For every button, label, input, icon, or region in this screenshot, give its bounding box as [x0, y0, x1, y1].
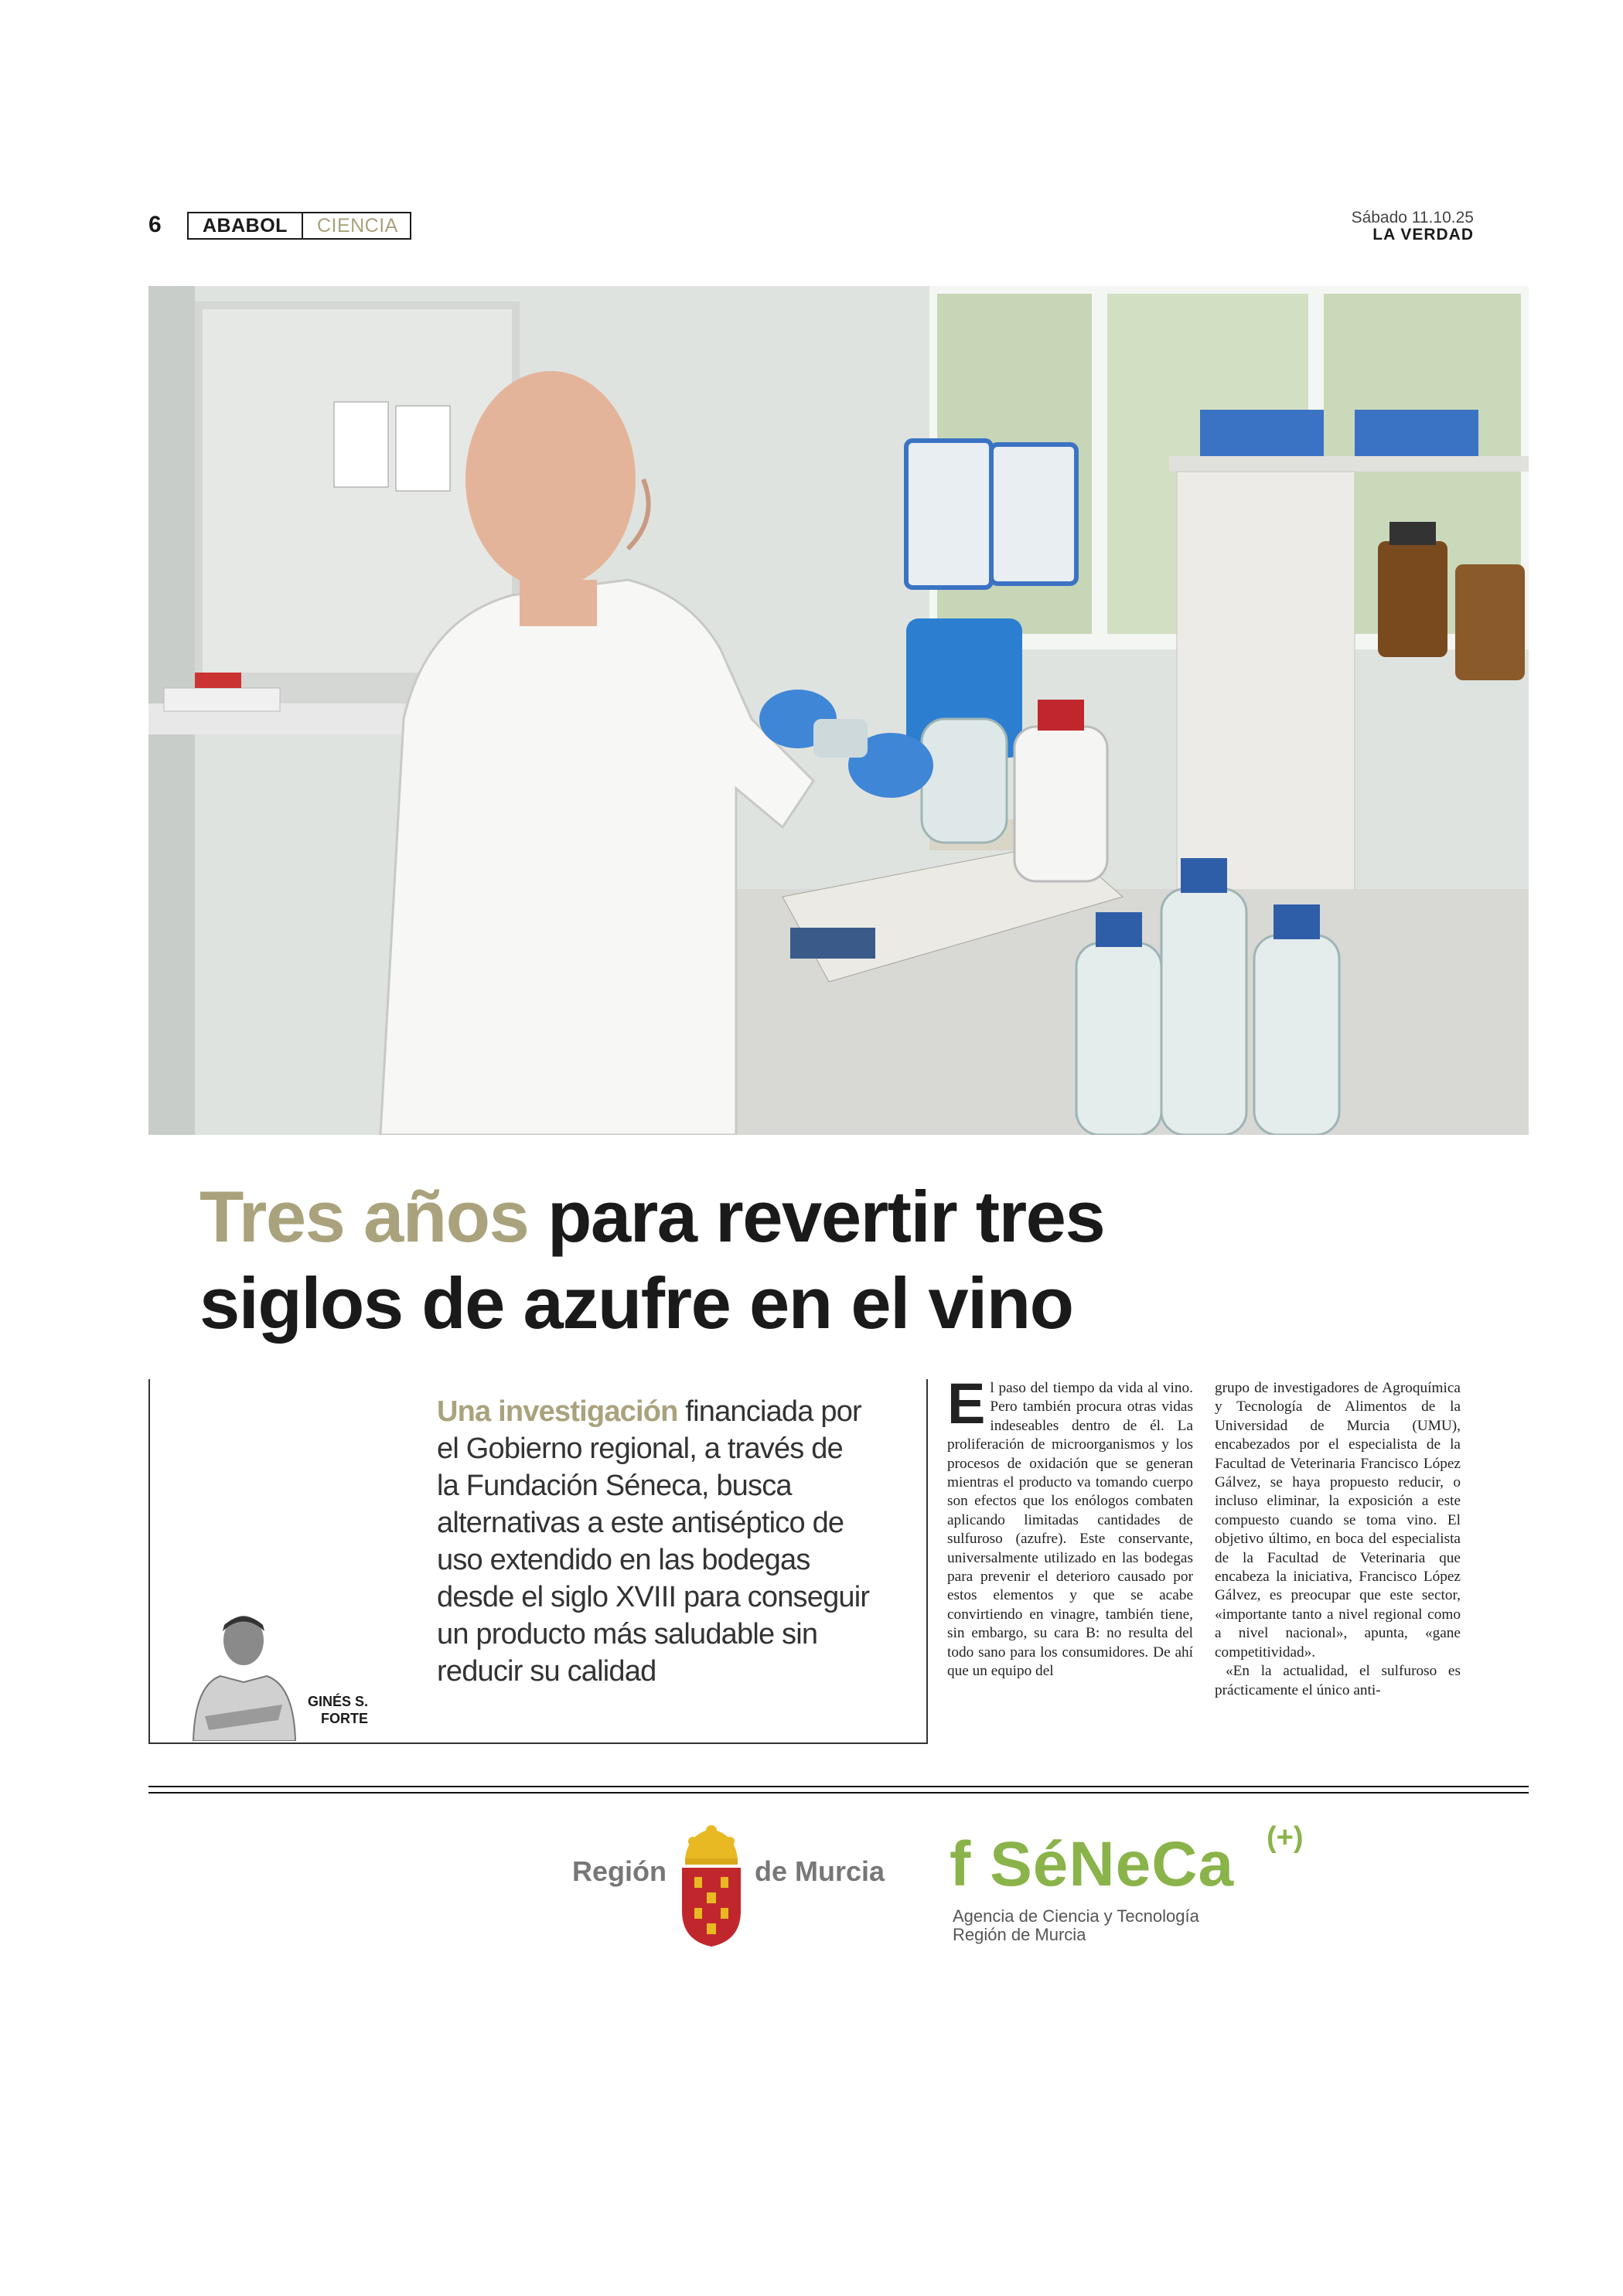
author-first-name: GINÉS S. — [307, 1694, 368, 1709]
body-paragraph-1: l paso del tiempo da vida al vino. Pero también procura otras vidas indeseables dentro de él. La proliferación de microorganismos y los procesos de oxidación que se generan mientras el producto va tomando cuerpo son efectos que los enólogos combaten aplicando limitadas cantidades de sulfuroso (azufre). Este conservante, universalmente utilizado en las bodegas para prevenir el deterioro causado por estos elementos y que se acabe convirtiendo en vinagre, también tiene, sin embargo, su cara B: no resulta del todo sano para los consumidores. De ahí que un equipo del — [947, 1380, 1193, 1680]
newspaper-name: LA VERDAD — [1372, 226, 1474, 244]
lead-photo — [148, 286, 1529, 1135]
murcia-crest-icon — [677, 1818, 745, 1950]
headline-line2: siglos de azufre en el vino — [199, 1262, 1073, 1344]
region-logo-text-left: Región — [572, 1855, 667, 1887]
region-logo-text-right: de Murcia — [755, 1855, 885, 1887]
issue-date: Sábado 11.10.25 — [1351, 209, 1474, 227]
divider-rule — [148, 1786, 1529, 1787]
body-column-2 — [1215, 1379, 1461, 1700]
summary-text: financiada por el Gobierno regional, a través de la Fundación Séneca, busca alternativas a este antiséptico de uso extendido en las bodegas desde el siglo XVIII para conseguir un producto más saludable sin reducir su calidad — [437, 1395, 870, 1688]
body-column-1 — [947, 1371, 1193, 1681]
author-byline — [294, 1693, 368, 1727]
subsection-name: CIENCIA — [302, 213, 412, 238]
section-label — [187, 212, 411, 240]
body-paragraph-2: grupo de investigadores de Agroquímica y Tecnología de Alimentos de la Universidad de Murcia (UMU), encabezados por el especialista de la Facultad de Veterinaria Francisco López Gálvez, se haya propuesto reducir, o incluso eliminar, la exposición a este compuesto cuando se toma vino. El objetivo último, en boca del especialista de la Facultad de Veterinaria que encabeza la iniciativa, Francisco López Gálvez, es preocupar que este sector, «importante tanto a nivel regional como a nivel nacional», apunta, «gane competitividad». — [1215, 1380, 1461, 1661]
divider-rule — [148, 1792, 1529, 1794]
headline-accent: Tres años — [199, 1176, 529, 1257]
seneca-plus-mark: (+) — [1267, 1821, 1304, 1854]
summary-lead: Una investigación — [437, 1395, 678, 1428]
article-headline — [199, 1174, 1437, 1347]
author-last-name: FORTE — [321, 1711, 368, 1726]
article-summary — [437, 1393, 870, 1690]
seneca-logo-name: SéNeCa — [990, 1829, 1235, 1899]
page-number: 6 — [148, 212, 162, 237]
seneca-logo — [950, 1828, 1234, 1901]
body-paragraph-3: «En la actualidad, el sulfuroso es prácticamente el único anti- — [1215, 1663, 1461, 1698]
seneca-subtitle-2: Región de Murcia — [953, 1925, 1086, 1944]
author-photo — [186, 1608, 302, 1741]
headline-line1: para revertir tres — [528, 1176, 1105, 1257]
seneca-subtitle-1: Agencia de Ciencia y Tecnología — [953, 1906, 1199, 1926]
seneca-logo-f: f — [950, 1829, 972, 1899]
drop-cap: E — [947, 1371, 986, 1436]
section-name: ABABOL — [203, 214, 288, 237]
